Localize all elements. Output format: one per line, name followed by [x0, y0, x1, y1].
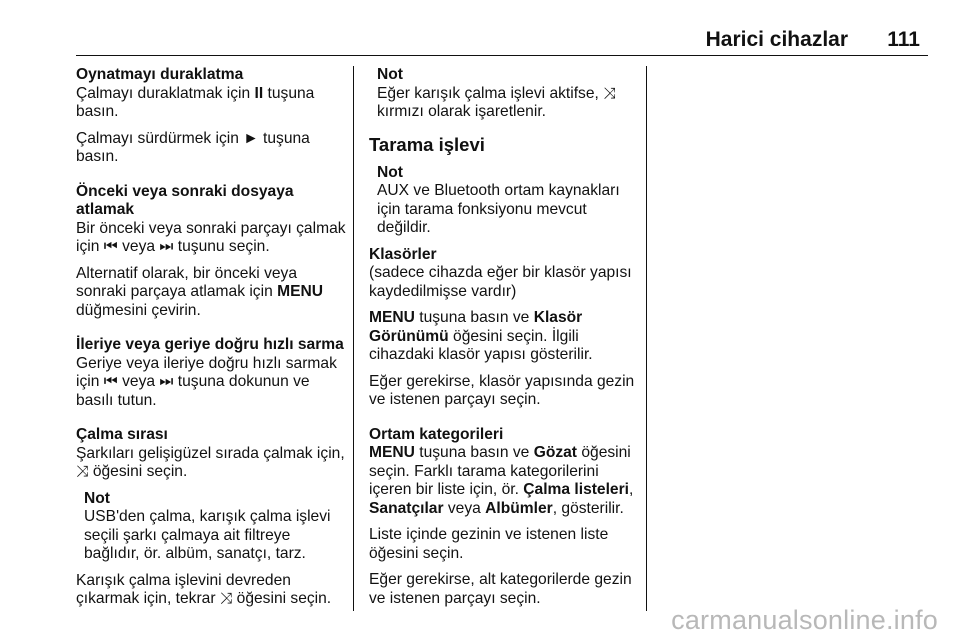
column-divider-1 — [353, 66, 354, 611]
note-scan — [377, 164, 637, 238]
shuffle-icon: ⤨ — [603, 84, 616, 102]
note-text: AUX ve Bluetooth ortam kaynakları için tarama fonksiyonu mevcut değildir. — [377, 182, 620, 236]
note-label: Not — [84, 489, 110, 507]
shuffle-icon: ⤨ — [76, 463, 89, 480]
note-usb-shuffle — [84, 490, 348, 564]
previous-track-icon: ⏮ — [103, 238, 118, 255]
column-1 — [76, 66, 348, 617]
page-header — [0, 0, 960, 58]
categories-paragraph-3: Eğer gerekirse, alt kategorilerde gezin ve istenen parçayı seçin. — [369, 571, 632, 607]
folders-paragraph-3: Eğer gerekirse, klasör yapısında gezin ve istenen parçayı seçin. — [369, 372, 635, 408]
note-label: Not — [377, 163, 403, 181]
watermark: carmanualsonline.info — [671, 605, 938, 635]
note-shuffle-active — [377, 66, 637, 122]
next-track-icon: ⏭ — [159, 373, 174, 390]
play-icon: ► — [243, 129, 259, 147]
categories-heading: Ortam kategorileri — [369, 425, 504, 443]
categories-paragraph-1: MENU tuşuna basın ve Gözat öğesini seçin. Farklı tarama kategorilerini içeren bir liste için, ör. Çalma listeleri, Sanatçılar veya Albümler, gösterilir. — [369, 444, 634, 517]
folders-heading: Klasörler — [369, 245, 437, 263]
folders-paragraph-1: (sadece cihazda eğer bir klasör yapısı kaydedilmişse vardır) — [369, 264, 632, 300]
fast-forward-heading: İleriye veya geriye doğru hızlı sarma — [76, 336, 344, 353]
shuffle-icon: ⤨ — [219, 590, 233, 607]
categories-paragraph-2: Liste içinde gezinin ve istenen liste öğesini seçin. — [369, 526, 609, 562]
play-order-paragraph: Şarkıları gelişigüzel sırada çalmak için, ⤨ öğesini seçin. — [76, 444, 345, 480]
pause-heading: Oynatmayı duraklatma — [76, 66, 244, 83]
prevnext-paragraph-2: Alternatif olarak, bir önceki veya sonraki parçaya atlamak için MENU düğmesini çevirin. — [76, 264, 323, 319]
note-text: USB'den çalma, karışık çalma işlevi seçili şarkı çalmaya ait filtreye bağlıdır, ör. albüm, sanatçı, tarz. — [84, 508, 331, 562]
fast-forward-paragraph: Geriye veya ileriye doğru hızlı sarmak için ⏮ veya ⏭ tuşuna dokunun ve basılı tutun. — [76, 354, 337, 409]
previous-track-icon: ⏮ — [103, 373, 118, 390]
column-2 — [369, 66, 637, 616]
note-text: Eğer karışık çalma işlevi aktifse, ⤨ kırmızı olarak işaretlenir. — [377, 84, 616, 120]
scan-heading: Tarama işlevi — [369, 133, 485, 155]
column-divider-2 — [646, 66, 647, 611]
header-rule — [76, 55, 928, 56]
note-label: Not — [377, 66, 403, 83]
next-track-icon: ⏭ — [159, 238, 174, 255]
pause-paragraph-1: Çalmayı duraklatmak için II tuşuna basın. — [76, 84, 315, 120]
folders-paragraph-2: MENU tuşuna basın ve Klasör Görünümü öğesini seçin. İlgili cihazdaki klasör yapısı gösterilir. — [369, 309, 593, 363]
prevnext-heading: Önceki veya sonraki dosyaya atlamak — [76, 182, 294, 218]
play-order-heading: Çalma sırası — [76, 426, 168, 443]
page-number: 111 — [887, 28, 920, 51]
pause-icon: II — [254, 84, 264, 102]
prevnext-paragraph-1: Bir önceki veya sonraki parçayı çalmak için ⏮ veya ⏭ tuşunu seçin. — [76, 219, 346, 255]
header-title: Harici cihazlar — [705, 28, 848, 51]
pause-paragraph-2: Çalmayı sürdürmek için ► tuşuna basın. — [76, 129, 310, 165]
disable-shuffle-paragraph: Karışık çalma işlevini devreden çıkarmak için, tekrar ⤨ öğesini seçin. — [76, 571, 332, 607]
